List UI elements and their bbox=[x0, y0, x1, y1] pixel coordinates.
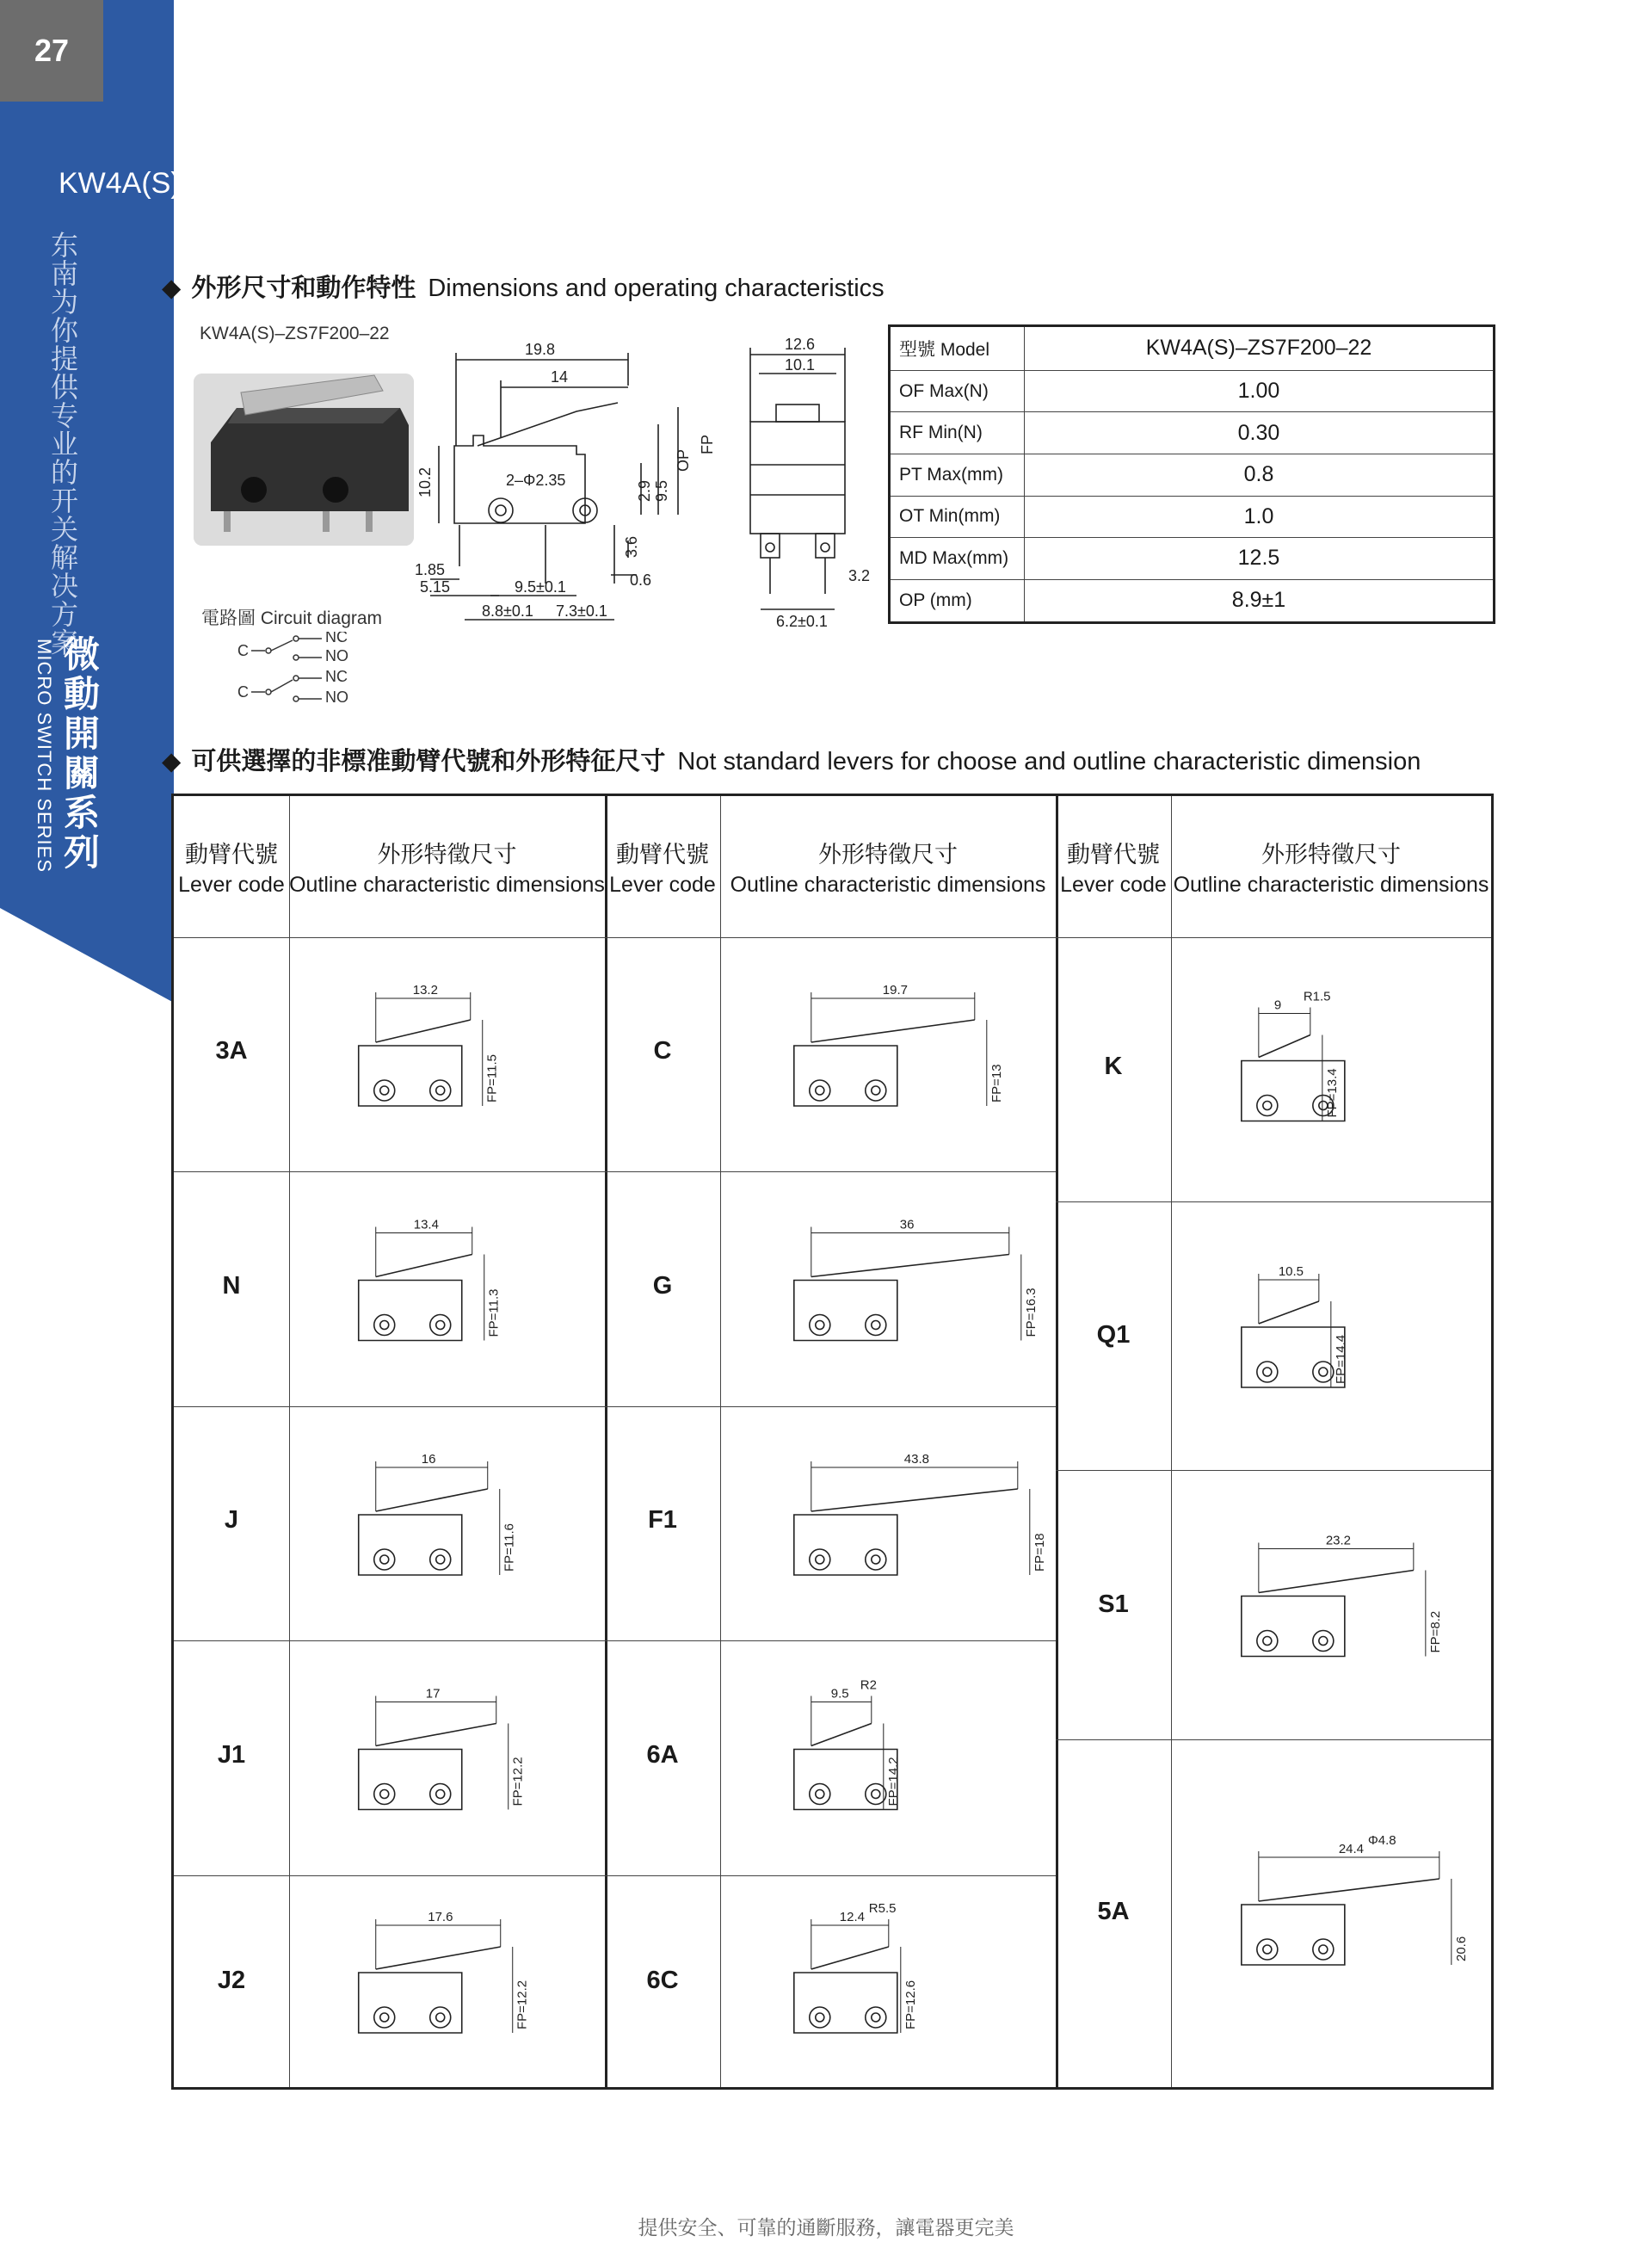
lever-radius-label: R1.5 bbox=[1303, 989, 1331, 1004]
header-lever-code bbox=[1056, 796, 1171, 937]
header-dimensions bbox=[1171, 796, 1491, 937]
lever-radius-label: R2 bbox=[860, 1677, 877, 1693]
lever-fp-label: FP=14.4 bbox=[1333, 1334, 1348, 1384]
lever-outline-drawing bbox=[720, 937, 1056, 1171]
section2-title-cn: 可供選擇的非標准動臂代號和外形特征尺寸 bbox=[191, 746, 666, 775]
dim-hole: 2–Φ2.35 bbox=[506, 472, 566, 489]
lever-fp-label: FP=12.2 bbox=[510, 1757, 526, 1807]
lever-table bbox=[171, 794, 1494, 2090]
header-lever-code bbox=[605, 796, 720, 937]
lever-length-label: 10.5 bbox=[1278, 1264, 1304, 1279]
lever-fp-label: FP=11.3 bbox=[486, 1288, 502, 1337]
spec-row bbox=[890, 538, 1495, 580]
header-code-en: Lever code bbox=[178, 873, 285, 897]
lever-length-label: 12.4 bbox=[839, 1910, 866, 1924]
circuit-diagram bbox=[224, 632, 379, 718]
section1-heading bbox=[162, 269, 885, 304]
header-dimensions bbox=[720, 796, 1056, 937]
spec-value: 0.8 bbox=[1025, 454, 1495, 496]
dim-3-6: 3.6 bbox=[623, 535, 640, 558]
circuit-diagram-label: 電路圖 Circuit diagram bbox=[201, 608, 383, 628]
dim-fp: FP bbox=[699, 434, 716, 454]
footer-slogan: 提供安全、可靠的通斷服務，讓電器更完美 bbox=[638, 2216, 1014, 2239]
header-lever-code bbox=[174, 796, 289, 937]
section1-title-en: Dimensions and operating characteristics bbox=[428, 275, 885, 302]
table-rule bbox=[1056, 796, 1058, 2087]
lever-code: Q1 bbox=[1096, 1321, 1131, 1349]
dim-3-2: 3.2 bbox=[848, 567, 871, 584]
spec-row bbox=[890, 496, 1495, 538]
micro-switch-photo-icon bbox=[194, 374, 414, 546]
dim-9-5: 9.5 bbox=[653, 479, 670, 502]
header-dim-en: Outline characteristic dimensions bbox=[289, 873, 605, 897]
lever-fp-label: 20.6 bbox=[1453, 1936, 1469, 1961]
spec-value: KW4A(S)–ZS7F200–22 bbox=[1025, 326, 1495, 371]
lever-outline-drawing bbox=[1171, 1201, 1491, 1470]
lever-length-label: 9 bbox=[1273, 997, 1282, 1013]
lever-fp-label: FP=12.2 bbox=[515, 1980, 530, 2029]
dim-12-6: 12.6 bbox=[785, 336, 816, 353]
spec-value: 1.0 bbox=[1025, 496, 1495, 538]
dim-9-5-pitch: 9.5±0.1 bbox=[515, 578, 566, 596]
lever-code: C bbox=[653, 1037, 672, 1065]
spec-key: OP (mm) bbox=[890, 579, 1025, 622]
lever-code: S1 bbox=[1098, 1590, 1129, 1618]
lever-code: F1 bbox=[648, 1506, 677, 1534]
dim-7-3: 7.3±0.1 bbox=[556, 602, 607, 620]
side-dimension-drawing bbox=[404, 334, 731, 637]
lever-outline-drawing bbox=[289, 1406, 605, 1640]
lever-fp-label: FP=11.6 bbox=[502, 1522, 517, 1572]
lever-outline-drawing bbox=[1171, 1739, 1491, 2087]
lever-length-label: 13.2 bbox=[412, 983, 438, 997]
dim-10-2: 10.2 bbox=[416, 466, 434, 497]
lever-length-label: 17.6 bbox=[428, 1910, 453, 1924]
spec-key: OF Max(N) bbox=[890, 370, 1025, 412]
dim-2-9: 2.9 bbox=[636, 479, 653, 502]
header-dim-cn: 外形特徵尺寸 bbox=[377, 842, 517, 868]
spec-row bbox=[890, 454, 1495, 496]
circuit-pin-c2: C bbox=[237, 683, 249, 701]
lever-fp-label: FP=14.2 bbox=[885, 1757, 901, 1807]
circuit-pin-nc1: NC bbox=[325, 632, 348, 645]
section1-title-cn: 外形尺寸和動作特性 bbox=[191, 273, 416, 302]
lever-fp-label: FP=12.6 bbox=[903, 1980, 918, 2029]
lever-fp-label: FP=8.2 bbox=[1427, 1610, 1443, 1653]
dim-8-8: 8.8±0.1 bbox=[482, 602, 533, 620]
lever-length-label: 13.4 bbox=[413, 1217, 439, 1232]
lever-outline-drawing bbox=[289, 937, 605, 1171]
page-number: 27 bbox=[0, 0, 103, 102]
lever-code: 6A bbox=[646, 1741, 679, 1769]
header-code-en: Lever code bbox=[1060, 873, 1167, 897]
lever-outline-drawing bbox=[289, 1640, 605, 1875]
lever-length-label: 16 bbox=[421, 1452, 436, 1467]
spec-value: 12.5 bbox=[1025, 538, 1495, 580]
spec-row bbox=[890, 370, 1495, 412]
lever-radius-label: R5.5 bbox=[868, 1901, 897, 1916]
lever-fp-label: FP=18 bbox=[1032, 1533, 1047, 1572]
dim-6-2: 6.2±0.1 bbox=[776, 613, 828, 628]
lever-length-label: 23.2 bbox=[1325, 1533, 1352, 1548]
header-dim-en: Outline characteristic dimensions bbox=[1173, 873, 1489, 897]
lever-length-label: 24.4 bbox=[1338, 1842, 1365, 1856]
spec-row bbox=[890, 326, 1495, 371]
lever-fp-label: FP=11.5 bbox=[484, 1053, 500, 1102]
dim-op: OP bbox=[675, 448, 692, 472]
header-dim-cn: 外形特徵尺寸 bbox=[1261, 842, 1401, 868]
lever-outline-drawing bbox=[720, 1406, 1056, 1640]
lever-outline-drawing bbox=[720, 1171, 1056, 1406]
photo-label: KW4A(S)–ZS7F200–22 bbox=[200, 324, 390, 343]
lever-length-label: 43.8 bbox=[903, 1452, 930, 1467]
lever-outline-drawing bbox=[289, 1875, 605, 2087]
lever-outline-drawing bbox=[289, 1171, 605, 1406]
spec-value: 8.9±1 bbox=[1025, 579, 1495, 622]
dim-14: 14 bbox=[551, 368, 569, 386]
model-tab: KW4A(S) bbox=[59, 167, 181, 200]
diamond-icon: ◆ bbox=[162, 275, 182, 302]
lever-fp-label: FP=13.4 bbox=[1324, 1068, 1340, 1118]
lever-code: J1 bbox=[217, 1741, 246, 1769]
header-code-cn: 動臂代號 bbox=[616, 842, 709, 868]
spec-key: RF Min(N) bbox=[890, 412, 1025, 454]
lever-length-label: 9.5 bbox=[830, 1686, 849, 1702]
lever-outline-drawing bbox=[1171, 1470, 1491, 1739]
circuit-pin-c1: C bbox=[237, 642, 249, 659]
lever-outline-drawing bbox=[1171, 937, 1491, 1201]
lever-fp-label: FP=13 bbox=[989, 1064, 1004, 1102]
section2-heading bbox=[162, 742, 1421, 777]
lever-code: N bbox=[222, 1272, 241, 1300]
lever-code: G bbox=[652, 1272, 673, 1300]
dim-19-8: 19.8 bbox=[525, 341, 556, 358]
header-dimensions bbox=[289, 796, 605, 937]
lever-outline-drawing bbox=[720, 1640, 1056, 1875]
spec-table bbox=[888, 324, 1495, 624]
lever-code: 3A bbox=[215, 1037, 248, 1065]
spec-row bbox=[890, 579, 1495, 622]
slogan-vertical: 东南为你提供专业的开关解决方案 bbox=[47, 231, 78, 657]
spec-value: 0.30 bbox=[1025, 412, 1495, 454]
lever-length-label: 17 bbox=[425, 1686, 441, 1702]
series-title-cn: 微動開關系列 bbox=[59, 635, 100, 873]
lever-code: 5A bbox=[1097, 1898, 1130, 1925]
section2-title-en: Not standard levers for choose and outline characteristic dimension bbox=[677, 748, 1421, 775]
circuit-pin-no2: NO bbox=[325, 689, 348, 706]
lever-code: K bbox=[1104, 1053, 1123, 1080]
series-title-en: MICRO SWITCH SERIES bbox=[34, 639, 55, 874]
dim-0-6: 0.6 bbox=[630, 571, 652, 589]
circuit-pin-no1: NO bbox=[325, 647, 348, 664]
circuit-pin-nc2: NC bbox=[325, 668, 348, 685]
header-code-cn: 動臂代號 bbox=[185, 842, 278, 868]
spec-key: PT Max(mm) bbox=[890, 454, 1025, 496]
lever-code: J bbox=[224, 1506, 239, 1534]
dim-1-85: 1.85 bbox=[415, 561, 446, 578]
header-code-en: Lever code bbox=[609, 873, 716, 897]
spec-key: OT Min(mm) bbox=[890, 496, 1025, 538]
lever-length-label: 19.7 bbox=[882, 983, 909, 997]
lever-code: J2 bbox=[217, 1967, 246, 1994]
front-dimension-drawing bbox=[742, 336, 879, 628]
lever-radius-label: Φ4.8 bbox=[1367, 1833, 1396, 1848]
spec-key: 型號 Model bbox=[890, 326, 1025, 371]
spec-row bbox=[890, 412, 1495, 454]
spec-value: 1.00 bbox=[1025, 370, 1495, 412]
dim-10-1: 10.1 bbox=[785, 356, 816, 374]
lever-outline-drawing bbox=[720, 1875, 1056, 2087]
product-photo bbox=[194, 374, 414, 546]
header-code-cn: 動臂代號 bbox=[1067, 842, 1160, 868]
header-dim-cn: 外形特徵尺寸 bbox=[818, 842, 958, 868]
lever-code: 6C bbox=[646, 1967, 679, 1994]
spec-key: MD Max(mm) bbox=[890, 538, 1025, 580]
header-dim-en: Outline characteristic dimensions bbox=[730, 873, 1046, 897]
lever-length-label: 36 bbox=[899, 1217, 915, 1232]
table-rule bbox=[605, 796, 607, 2087]
lever-fp-label: FP=16.3 bbox=[1023, 1288, 1039, 1337]
diamond-icon: ◆ bbox=[162, 748, 182, 775]
dim-5-15: 5.15 bbox=[420, 578, 451, 596]
